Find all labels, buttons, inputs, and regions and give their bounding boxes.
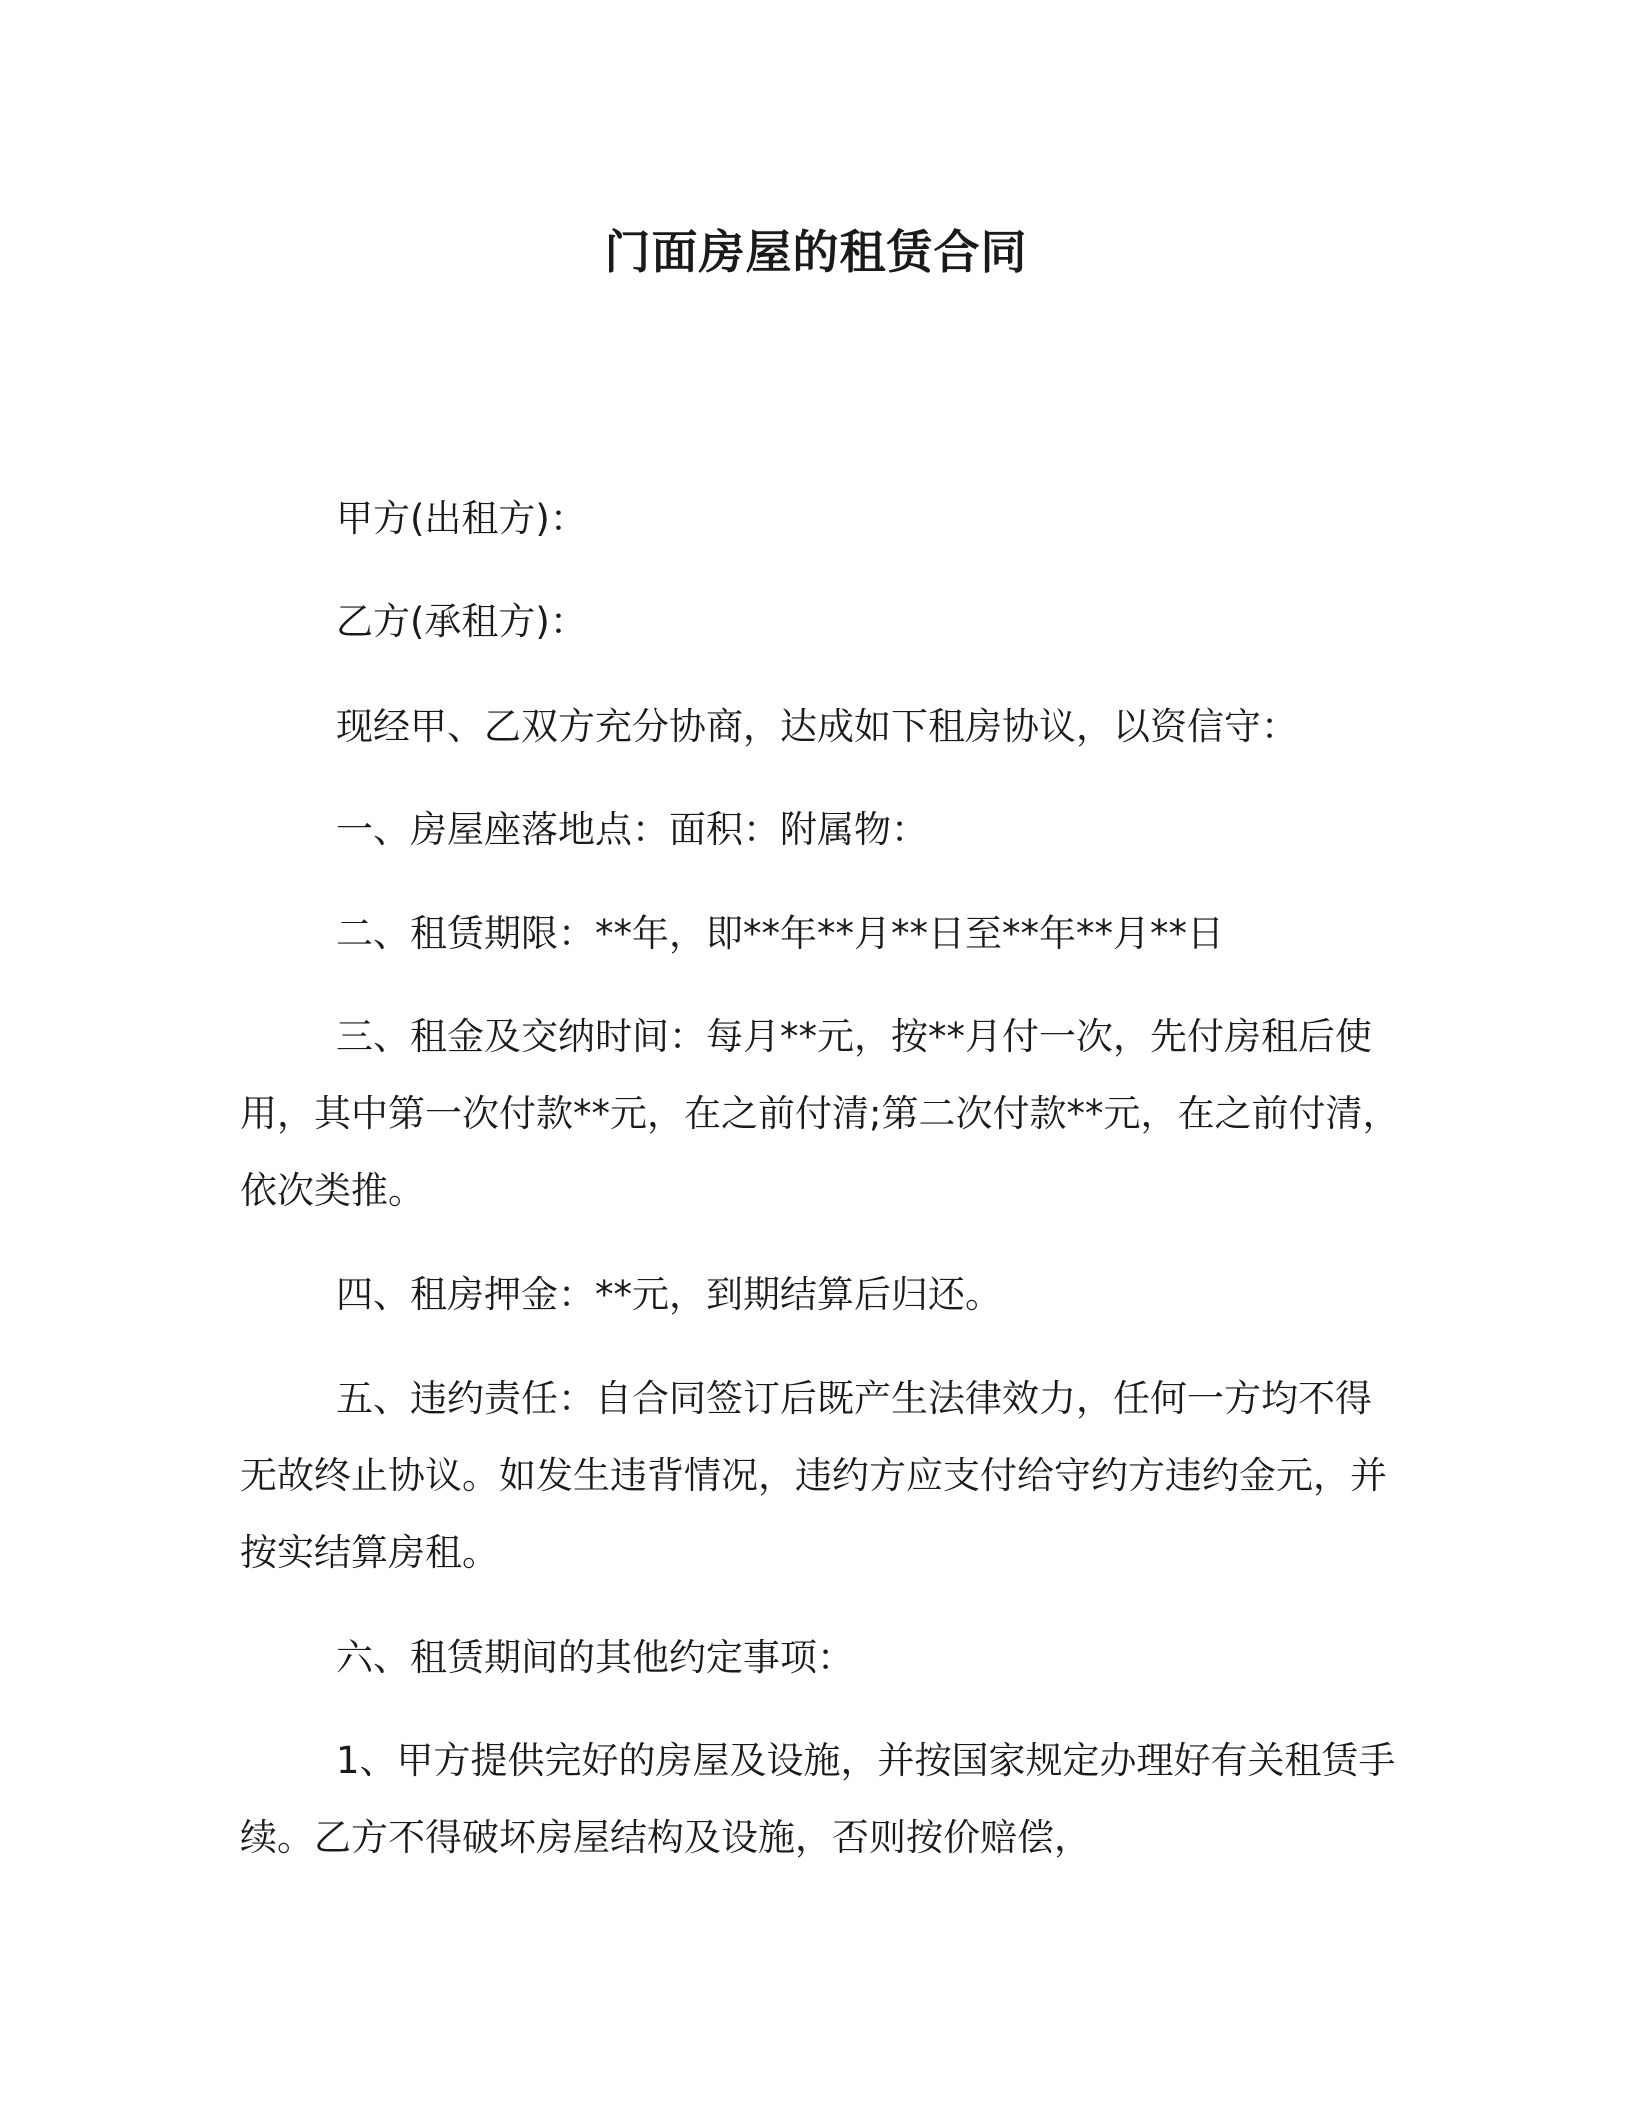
- paragraph-clause-6: 六、租赁期间的其他约定事项：: [336, 1636, 854, 1679]
- paragraph-clause-5: 五、违约责任：自合同签订后既产生法律效力，任何一方均不得无故终止协议。如发生违背情况，违约方应支付给守约方违约金元，并按实结算房租。: [240, 1377, 1387, 1574]
- paragraph-party-b: 乙方(承租方)：: [336, 600, 587, 643]
- paragraph-party-a: 甲方(出租方)：: [336, 497, 587, 540]
- document-title: 门面房屋的租赁合同: [604, 225, 1028, 279]
- paragraph-clause-6-item-1: 1、甲方提供完好的房屋及设施，并按国家规定办理好有关租赁手续。乙方不得破坏房屋结构及设施，否则按价赔偿，: [240, 1739, 1396, 1859]
- paragraph-clause-2: 二、租赁期限：**年，即**年**月**日至**年**月**日: [336, 912, 1224, 955]
- paragraph-clause-3: 三、租金及交纳时间：每月**元，按**月付一次，先付房租后使用，其中第一次付款**元，在之前付清;第二次付款**元，在之前付清，依次类推。: [240, 1015, 1400, 1212]
- paragraph-preamble: 现经甲、乙双方充分协商，达成如下租房协议，以资信守：: [336, 705, 1298, 748]
- paragraph-clause-1: 一、房屋座落地点：面积：附属物：: [336, 808, 928, 851]
- paragraph-clause-4: 四、租房押金：**元，到期结算后归还。: [336, 1273, 1002, 1316]
